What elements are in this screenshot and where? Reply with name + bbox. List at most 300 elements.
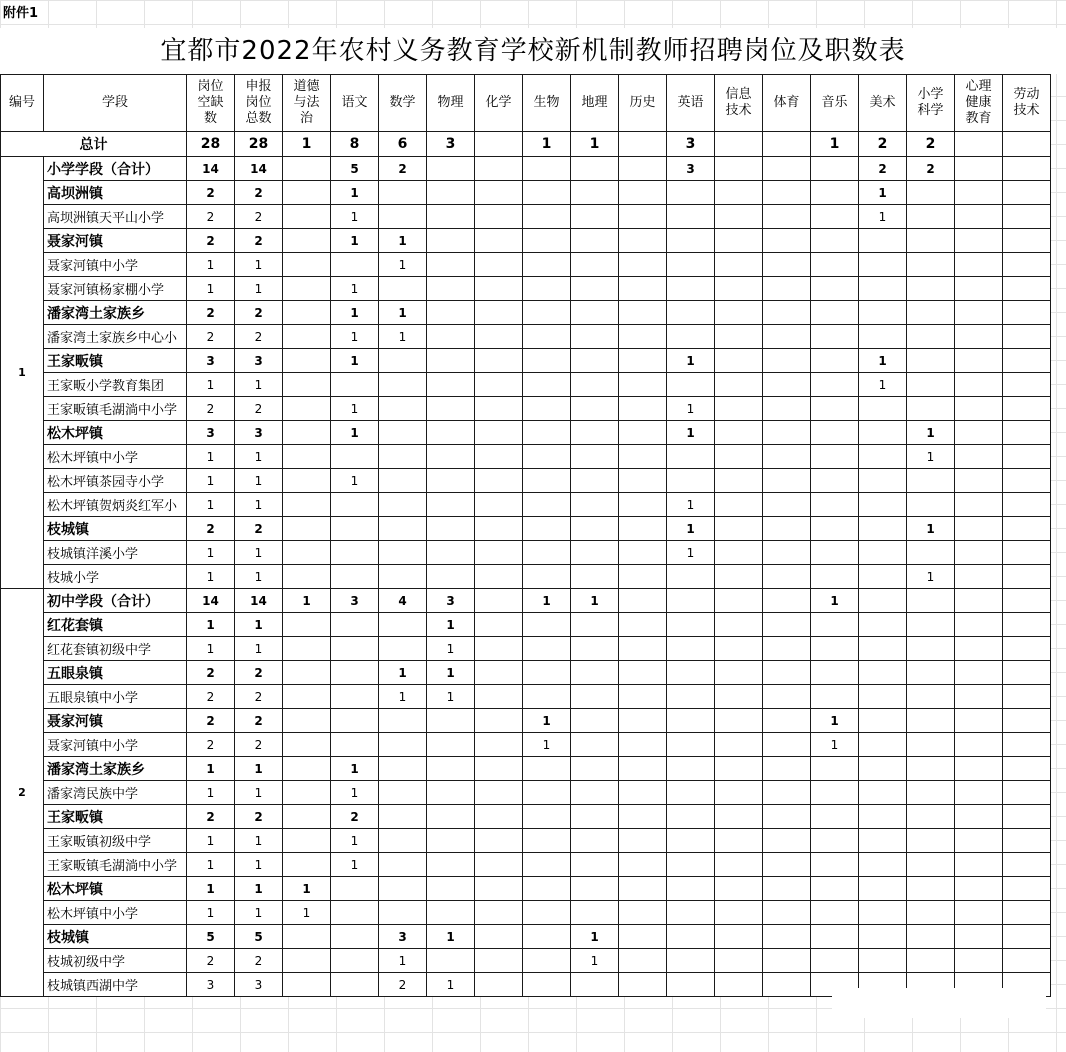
count-cell xyxy=(1003,925,1051,949)
count-cell xyxy=(475,661,523,685)
unit-name: 聂家河镇中小学 xyxy=(44,253,187,277)
count-cell xyxy=(1003,685,1051,709)
header-line: 总数 xyxy=(245,111,272,126)
count-cell xyxy=(619,685,667,709)
count-cell xyxy=(667,205,715,229)
count-cell: 1 xyxy=(187,493,235,517)
count-cell xyxy=(955,661,1003,685)
school-row xyxy=(1,853,1051,877)
count-cell xyxy=(571,157,619,181)
total-cell: 6 xyxy=(379,132,427,157)
count-cell: 1 xyxy=(187,877,235,901)
unit-name: 五眼泉镇中小学 xyxy=(44,685,187,709)
count-cell xyxy=(811,445,859,469)
count-cell xyxy=(811,157,859,181)
count-cell: 3 xyxy=(667,157,715,181)
count-cell xyxy=(427,373,475,397)
unit-name: 松木坪镇中小学 xyxy=(44,901,187,925)
count-cell xyxy=(763,421,811,445)
count-cell xyxy=(811,805,859,829)
count-cell xyxy=(619,661,667,685)
watermark-patch xyxy=(832,988,1046,1018)
count-cell xyxy=(1003,181,1051,205)
count-cell xyxy=(619,949,667,973)
count-cell: 2 xyxy=(187,709,235,733)
count-cell xyxy=(955,541,1003,565)
count-cell xyxy=(907,349,955,373)
count-cell xyxy=(619,469,667,493)
count-cell xyxy=(283,397,331,421)
school-row xyxy=(1,253,1051,277)
count-cell: 1 xyxy=(523,733,571,757)
count-cell xyxy=(907,949,955,973)
unit-name: 枝城小学 xyxy=(44,565,187,589)
count-cell: 1 xyxy=(187,637,235,661)
count-cell xyxy=(571,709,619,733)
count-cell xyxy=(955,517,1003,541)
header-line: 治 xyxy=(299,111,313,126)
count-cell xyxy=(619,349,667,373)
count-cell xyxy=(523,205,571,229)
count-cell: 1 xyxy=(379,685,427,709)
count-cell xyxy=(667,445,715,469)
count-cell xyxy=(859,589,907,613)
count-cell xyxy=(955,829,1003,853)
count-cell xyxy=(907,325,955,349)
unit-name: 枝城镇洋溪小学 xyxy=(44,541,187,565)
count-cell xyxy=(715,589,763,613)
count-cell xyxy=(763,757,811,781)
count-cell xyxy=(523,157,571,181)
count-cell xyxy=(331,709,379,733)
count-cell: 1 xyxy=(187,541,235,565)
count-cell xyxy=(427,517,475,541)
count-cell: 1 xyxy=(187,469,235,493)
count-cell xyxy=(523,277,571,301)
count-cell: 1 xyxy=(235,853,283,877)
count-cell xyxy=(667,709,715,733)
count-cell xyxy=(427,493,475,517)
count-cell: 1 xyxy=(187,613,235,637)
count-cell: 14 xyxy=(187,157,235,181)
count-cell: 2 xyxy=(187,733,235,757)
count-cell xyxy=(475,757,523,781)
count-cell xyxy=(283,781,331,805)
count-cell xyxy=(427,421,475,445)
column-header xyxy=(619,75,667,132)
count-cell xyxy=(571,973,619,997)
count-cell xyxy=(763,181,811,205)
count-cell xyxy=(283,349,331,373)
unit-name: 松木坪镇中小学 xyxy=(44,445,187,469)
count-cell xyxy=(763,253,811,277)
section-number: 2 xyxy=(1,589,44,997)
count-cell xyxy=(667,757,715,781)
header-line: 物理 xyxy=(437,95,464,110)
count-cell: 1 xyxy=(331,829,379,853)
count-cell xyxy=(667,853,715,877)
count-cell xyxy=(523,613,571,637)
count-cell xyxy=(715,469,763,493)
count-cell xyxy=(955,781,1003,805)
count-cell xyxy=(1003,349,1051,373)
count-cell xyxy=(715,709,763,733)
count-cell xyxy=(283,445,331,469)
count-cell xyxy=(859,661,907,685)
count-cell: 2 xyxy=(235,181,283,205)
unit-name: 王家畈镇毛湖淌中小学 xyxy=(44,853,187,877)
count-cell xyxy=(571,517,619,541)
count-cell: 1 xyxy=(187,781,235,805)
count-cell xyxy=(619,925,667,949)
total-cell: 3 xyxy=(427,132,475,157)
column-header xyxy=(331,75,379,132)
count-cell xyxy=(715,445,763,469)
count-cell xyxy=(283,277,331,301)
count-cell xyxy=(907,613,955,637)
count-cell xyxy=(811,349,859,373)
count-cell: 2 xyxy=(379,157,427,181)
count-cell xyxy=(667,253,715,277)
column-header xyxy=(763,75,811,132)
count-cell xyxy=(715,805,763,829)
header-line: 道德 xyxy=(293,79,320,94)
count-cell xyxy=(475,613,523,637)
count-cell xyxy=(475,469,523,493)
count-cell xyxy=(331,445,379,469)
count-cell: 5 xyxy=(235,925,283,949)
count-cell xyxy=(283,565,331,589)
count-cell xyxy=(859,229,907,253)
count-cell xyxy=(811,277,859,301)
count-cell: 1 xyxy=(379,229,427,253)
count-cell xyxy=(907,373,955,397)
count-cell: 2 xyxy=(187,685,235,709)
count-cell xyxy=(907,925,955,949)
count-cell xyxy=(667,925,715,949)
count-cell xyxy=(907,229,955,253)
count-cell xyxy=(955,925,1003,949)
count-cell xyxy=(523,493,571,517)
unit-name: 潘家湾土家族乡中心小 xyxy=(44,325,187,349)
count-cell xyxy=(283,757,331,781)
count-cell: 1 xyxy=(331,229,379,253)
count-cell xyxy=(955,325,1003,349)
count-cell xyxy=(331,493,379,517)
count-cell xyxy=(763,493,811,517)
count-cell xyxy=(811,541,859,565)
count-cell xyxy=(427,829,475,853)
count-cell xyxy=(571,661,619,685)
count-cell xyxy=(379,277,427,301)
column-header xyxy=(475,75,523,132)
count-cell xyxy=(859,685,907,709)
count-cell xyxy=(283,373,331,397)
column-header xyxy=(283,75,331,132)
count-cell: 1 xyxy=(859,181,907,205)
count-cell xyxy=(427,781,475,805)
count-cell: 1 xyxy=(331,277,379,301)
count-cell xyxy=(571,325,619,349)
count-cell xyxy=(475,301,523,325)
count-cell xyxy=(955,805,1003,829)
count-cell xyxy=(907,661,955,685)
count-cell xyxy=(523,637,571,661)
header-line: 技术 xyxy=(725,103,752,118)
count-cell xyxy=(571,445,619,469)
header-line: 劳动 xyxy=(1013,87,1040,102)
count-cell: 1 xyxy=(283,901,331,925)
count-cell xyxy=(475,205,523,229)
town-row xyxy=(1,805,1051,829)
unit-name: 聂家河镇 xyxy=(44,709,187,733)
count-cell xyxy=(955,253,1003,277)
count-cell: 1 xyxy=(235,877,283,901)
count-cell xyxy=(427,733,475,757)
school-row xyxy=(1,733,1051,757)
count-cell xyxy=(763,589,811,613)
count-cell xyxy=(859,637,907,661)
count-cell xyxy=(811,949,859,973)
total-cell: 2 xyxy=(859,132,907,157)
count-cell xyxy=(859,613,907,637)
count-cell xyxy=(523,541,571,565)
school-row xyxy=(1,397,1051,421)
count-cell xyxy=(955,421,1003,445)
count-cell xyxy=(523,829,571,853)
page-title: 宜都市2022年农村义务教育学校新机制教师招聘岗位及职数表 xyxy=(0,28,1066,74)
count-cell xyxy=(1003,589,1051,613)
count-cell xyxy=(763,325,811,349)
count-cell: 2 xyxy=(187,181,235,205)
count-cell xyxy=(571,349,619,373)
count-cell xyxy=(763,205,811,229)
count-cell xyxy=(955,685,1003,709)
count-cell xyxy=(571,205,619,229)
count-cell xyxy=(955,949,1003,973)
count-cell: 1 xyxy=(331,301,379,325)
count-cell xyxy=(811,661,859,685)
unit-name: 松木坪镇贺炳炎红军小 xyxy=(44,493,187,517)
count-cell xyxy=(571,613,619,637)
count-cell xyxy=(379,469,427,493)
count-cell xyxy=(1003,637,1051,661)
count-cell xyxy=(475,589,523,613)
town-row xyxy=(1,661,1051,685)
count-cell xyxy=(763,613,811,637)
count-cell xyxy=(475,973,523,997)
count-cell xyxy=(1003,661,1051,685)
count-cell xyxy=(475,709,523,733)
header-line: 地理 xyxy=(581,95,608,110)
total-cell: 1 xyxy=(811,132,859,157)
count-cell xyxy=(859,541,907,565)
count-cell xyxy=(571,493,619,517)
total-cell xyxy=(715,132,763,157)
count-cell xyxy=(907,709,955,733)
section-number: 1 xyxy=(1,157,44,589)
count-cell xyxy=(1003,709,1051,733)
count-cell xyxy=(427,757,475,781)
count-cell: 1 xyxy=(235,829,283,853)
count-cell xyxy=(523,229,571,253)
count-cell xyxy=(859,277,907,301)
count-cell xyxy=(763,901,811,925)
header-line: 技术 xyxy=(1013,103,1040,118)
count-cell xyxy=(331,661,379,685)
count-cell xyxy=(427,325,475,349)
count-cell xyxy=(907,301,955,325)
count-cell xyxy=(619,205,667,229)
total-row xyxy=(1,132,1051,157)
total-cell: 2 xyxy=(907,132,955,157)
count-cell: 1 xyxy=(859,349,907,373)
header-line: 音乐 xyxy=(821,95,848,110)
count-cell: 1 xyxy=(427,685,475,709)
count-cell xyxy=(811,757,859,781)
count-cell: 1 xyxy=(187,565,235,589)
count-cell xyxy=(475,781,523,805)
count-cell: 1 xyxy=(187,253,235,277)
count-cell xyxy=(715,325,763,349)
count-cell xyxy=(283,229,331,253)
count-cell xyxy=(955,901,1003,925)
count-cell: 3 xyxy=(379,925,427,949)
count-cell xyxy=(571,829,619,853)
count-cell: 1 xyxy=(235,253,283,277)
header-line: 学段 xyxy=(101,95,128,110)
count-cell xyxy=(331,877,379,901)
unit-name: 聂家河镇杨家棚小学 xyxy=(44,277,187,301)
count-cell xyxy=(379,517,427,541)
header-line: 数学 xyxy=(389,95,416,110)
header-line: 空缺 xyxy=(197,95,224,110)
count-cell xyxy=(859,757,907,781)
count-cell: 1 xyxy=(571,589,619,613)
count-cell: 2 xyxy=(907,157,955,181)
total-cell: 1 xyxy=(571,132,619,157)
column-header xyxy=(187,75,235,132)
count-cell xyxy=(379,757,427,781)
count-cell xyxy=(619,973,667,997)
count-cell xyxy=(715,517,763,541)
count-cell xyxy=(571,541,619,565)
count-cell: 1 xyxy=(235,277,283,301)
count-cell xyxy=(715,925,763,949)
count-cell xyxy=(907,781,955,805)
count-cell xyxy=(283,253,331,277)
count-cell xyxy=(283,685,331,709)
count-cell xyxy=(763,949,811,973)
count-cell xyxy=(619,277,667,301)
count-cell xyxy=(811,877,859,901)
count-cell: 2 xyxy=(235,661,283,685)
count-cell: 1 xyxy=(331,469,379,493)
count-cell xyxy=(763,877,811,901)
count-cell xyxy=(1003,157,1051,181)
count-cell xyxy=(955,613,1003,637)
count-cell xyxy=(283,493,331,517)
count-cell: 1 xyxy=(667,349,715,373)
count-cell xyxy=(379,541,427,565)
count-cell xyxy=(475,733,523,757)
total-cell: 1 xyxy=(523,132,571,157)
count-cell xyxy=(955,493,1003,517)
count-cell xyxy=(811,565,859,589)
count-cell: 1 xyxy=(811,589,859,613)
count-cell xyxy=(763,925,811,949)
recruitment-table xyxy=(0,74,1051,997)
count-cell xyxy=(811,469,859,493)
count-cell xyxy=(331,565,379,589)
count-cell xyxy=(523,421,571,445)
count-cell: 1 xyxy=(667,397,715,421)
count-cell xyxy=(859,805,907,829)
count-cell xyxy=(475,829,523,853)
count-cell xyxy=(571,229,619,253)
count-cell xyxy=(1003,901,1051,925)
count-cell xyxy=(1003,301,1051,325)
count-cell xyxy=(811,853,859,877)
count-cell: 1 xyxy=(331,421,379,445)
header-line: 英语 xyxy=(677,95,704,110)
count-cell xyxy=(859,517,907,541)
count-cell xyxy=(1003,325,1051,349)
unit-name: 高坝洲镇 xyxy=(44,181,187,205)
count-cell: 1 xyxy=(907,421,955,445)
total-cell: 3 xyxy=(667,132,715,157)
count-cell xyxy=(667,277,715,301)
count-cell: 2 xyxy=(235,949,283,973)
count-cell: 1 xyxy=(283,589,331,613)
count-cell xyxy=(331,901,379,925)
count-cell xyxy=(475,517,523,541)
count-cell xyxy=(331,925,379,949)
count-cell xyxy=(907,253,955,277)
count-cell xyxy=(859,949,907,973)
count-cell xyxy=(523,301,571,325)
unit-name: 红花套镇 xyxy=(44,613,187,637)
count-cell xyxy=(955,853,1003,877)
total-cell xyxy=(763,132,811,157)
unit-name: 聂家河镇 xyxy=(44,229,187,253)
count-cell: 1 xyxy=(187,277,235,301)
header-line: 与法 xyxy=(293,95,320,110)
count-cell xyxy=(1003,229,1051,253)
count-cell xyxy=(379,493,427,517)
town-row xyxy=(1,757,1051,781)
count-cell xyxy=(715,493,763,517)
count-cell: 14 xyxy=(235,157,283,181)
count-cell: 1 xyxy=(811,733,859,757)
count-cell xyxy=(1003,949,1051,973)
count-cell xyxy=(955,469,1003,493)
count-cell xyxy=(859,877,907,901)
count-cell xyxy=(955,589,1003,613)
count-cell xyxy=(763,517,811,541)
count-cell xyxy=(619,517,667,541)
count-cell xyxy=(907,277,955,301)
count-cell xyxy=(859,493,907,517)
school-row xyxy=(1,445,1051,469)
count-cell xyxy=(955,757,1003,781)
count-cell: 2 xyxy=(187,949,235,973)
header-row xyxy=(1,75,1051,132)
count-cell xyxy=(1003,253,1051,277)
count-cell: 14 xyxy=(235,589,283,613)
count-cell xyxy=(523,373,571,397)
count-cell xyxy=(619,829,667,853)
